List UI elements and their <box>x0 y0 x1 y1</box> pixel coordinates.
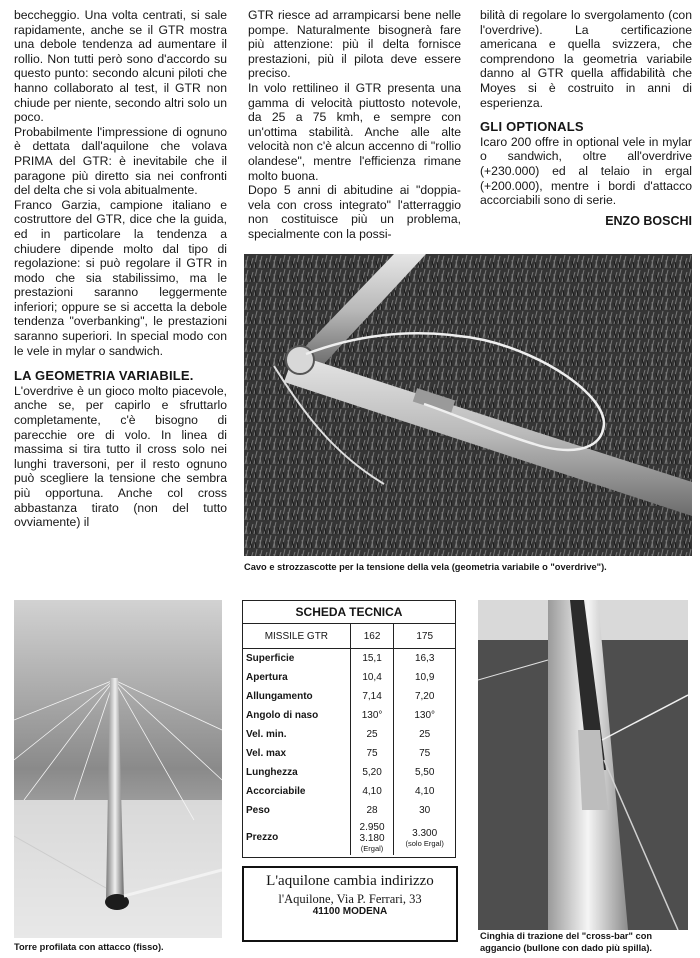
address-box-title: L'aquilone cambia indirizzo <box>266 873 434 889</box>
spec-price-b-note: (solo Ergal) <box>405 838 444 848</box>
crossbar-photo-illustration <box>478 600 688 930</box>
spec-sheet <box>242 600 456 858</box>
spec-value-a: 28 <box>350 801 394 820</box>
spec-price-b-main: 3.300 <box>412 827 438 839</box>
article-column-3 <box>480 8 692 228</box>
spec-value-a: 130° <box>350 706 394 725</box>
spec-price-a-main: 3.180 <box>359 833 385 844</box>
author-signature: ENZO BOSCHI <box>605 213 692 228</box>
spec-size-175: 175 <box>394 624 455 649</box>
paragraph: Icaro 200 offre in optional vele in mylar o sandwich, oltre all'overdrive (+230.000) ed al telaio in ergal (+200.000), mentre i bordi d'attacco accorciabili sono di serie. <box>480 134 692 208</box>
address-change-box <box>242 866 458 942</box>
spec-value-b: 25 <box>394 725 455 744</box>
spec-value-b: 75 <box>394 744 455 763</box>
spec-label: Lunghezza <box>246 767 298 778</box>
spec-model-name: MISSILE GTR <box>243 624 350 649</box>
section-heading: GLI OPTIONALS <box>480 119 584 135</box>
tower-photo <box>14 600 222 938</box>
spec-header-row <box>243 624 455 649</box>
spec-row <box>243 706 455 725</box>
spec-price-b <box>394 820 455 855</box>
address-line: l'Aquilone, Via P. Ferrari, 33 <box>278 892 422 906</box>
left-photo-caption: Torre profilata con attacco (fisso). <box>14 942 164 952</box>
paragraph: GTR riesce ad arrampicarsi bene nelle pompe. Naturalmente bisognerà fare più attenzione: più il delta fornisce prestazioni, più il pilota deve essere preciso. <box>248 8 461 81</box>
spec-value-a: 75 <box>350 744 394 763</box>
spec-price-a <box>350 820 394 855</box>
spec-row <box>243 782 455 801</box>
spec-label: Vel. min. <box>246 729 287 740</box>
spec-value-b: 7,20 <box>394 687 455 706</box>
spec-value-a: 5,20 <box>350 763 394 782</box>
spec-row <box>243 763 455 782</box>
paragraph: Franco Garzia, campione italiano e costruttore del GTR, dice che la guida, ed in particolare la tendenza a chiudere dipende molto dal tipo di regolazione: si può regolare il GTR in modo che sia stabilissimo, ma le prestazioni saranno leggermente inferiori; oppure se si accetta la debole tendenza "overbanking", le prestazioni saranno superiori. In special modo con le vele in mylar o sandwich. <box>14 197 227 358</box>
spec-sheet-title: SCHEDA TECNICA <box>243 601 455 624</box>
paragraph: bilità di regolare lo svergolamento (con l'overdrive). La certificazione americana e quella svizzera, che comprendono la geometria variabile danno al GTR quella affidabilità che Moyes si è costruito in anni di esperienza. <box>480 8 692 110</box>
spec-value-b: 5,50 <box>394 763 455 782</box>
spec-value-a: 25 <box>350 725 394 744</box>
spec-value-b: 130° <box>394 706 455 725</box>
spec-label: Accorciabile <box>246 786 306 797</box>
right-photo-caption: Cinghia di trazione del "cross-bar" con aggancio (bullone con dado più spilla). <box>480 931 653 953</box>
spec-value-a: 10,4 <box>350 668 394 687</box>
frame-photo-illustration <box>244 254 692 556</box>
paragraph: In volo rettilineo il GTR presenta una gamma di velocità piuttosto notevole, da 25 a 75 kmh, e sempre con un'ottima stabilità. Anche alle alte velocità non c'è alcun accenno di "rollio olandese", mentre l'efficienza rimane molto buona. <box>248 80 461 183</box>
spec-price-a-alt: 2.950 <box>359 822 385 833</box>
spec-value-b: 16,3 <box>394 649 455 669</box>
spec-row <box>243 744 455 763</box>
section-heading: LA GEOMETRIA VARIABILE. <box>14 368 194 384</box>
spec-row <box>243 649 455 669</box>
spec-value-b: 4,10 <box>394 782 455 801</box>
main-photo-caption: Cavo e strozzascotte per la tensione della vela (geometria variabile o "overdrive"). <box>244 562 607 572</box>
spec-row <box>243 725 455 744</box>
spec-table <box>243 624 455 855</box>
spec-value-a: 15,1 <box>350 649 394 669</box>
spec-label: Angolo di naso <box>246 710 319 721</box>
article-column-2 <box>248 8 461 242</box>
article-column-1 <box>14 8 227 530</box>
paragraph: Dopo 5 anni di abitudine ai "doppia-vela con cross integrato" l'atterraggio non costituisce più un problema, specialmente con la possi- <box>248 183 461 241</box>
paragraph: Probabilmente l'impressione di ognuno è dettata dall'aquilone che volava PRIMA del GTR: è inevitabile che il paragone più diretto sia nei confronti del delta che si vola abitualmente. <box>14 124 227 198</box>
spec-size-162: 162 <box>350 624 394 649</box>
spec-label: Vel. max <box>246 748 287 759</box>
crossbar-photo <box>478 600 688 930</box>
spec-row <box>243 668 455 687</box>
spec-label: Apertura <box>246 672 288 683</box>
spec-price-row <box>243 820 455 855</box>
spec-value-b: 30 <box>394 801 455 820</box>
tower-photo-illustration <box>14 600 222 938</box>
frame-photo <box>244 254 692 556</box>
spec-row <box>243 687 455 706</box>
spec-value-a: 7,14 <box>350 687 394 706</box>
spec-price-label: Prezzo <box>246 832 279 843</box>
spec-value-b: 10,9 <box>394 668 455 687</box>
paragraph: L'overdrive è un gioco molto piacevole, anche se, per capirlo e sfruttarlo completamente, c'è bisogno di parecchie ore di volo. In linea di massima si tira tutto il cross solo nei lunghi traversoni, per il resto ognuno può scegliere la tensione che sembra più opportuna. Anche col cross abbastanza tirato (non del tutto ovviamente) il <box>14 383 227 530</box>
spec-value-a: 4,10 <box>350 782 394 801</box>
address-city: 41100 MODENA <box>312 906 388 917</box>
spec-label: Superficie <box>246 653 295 664</box>
spec-row <box>243 801 455 820</box>
spec-price-a-note: (Ergal) <box>360 844 384 853</box>
paragraph: beccheggio. Una volta centrati, si sale rapidamente, anche se il GTR mostra una debole tendenza ad aumentare il rollio. Non tutti però sono d'accordo su questo punto: secondo alcuni piloti che hanno collaborato al test, il GTR non chiude per niente, secondo altri solo un poco. <box>14 8 227 125</box>
spec-label: Peso <box>246 805 270 816</box>
spec-label: Allungamento <box>246 691 313 702</box>
